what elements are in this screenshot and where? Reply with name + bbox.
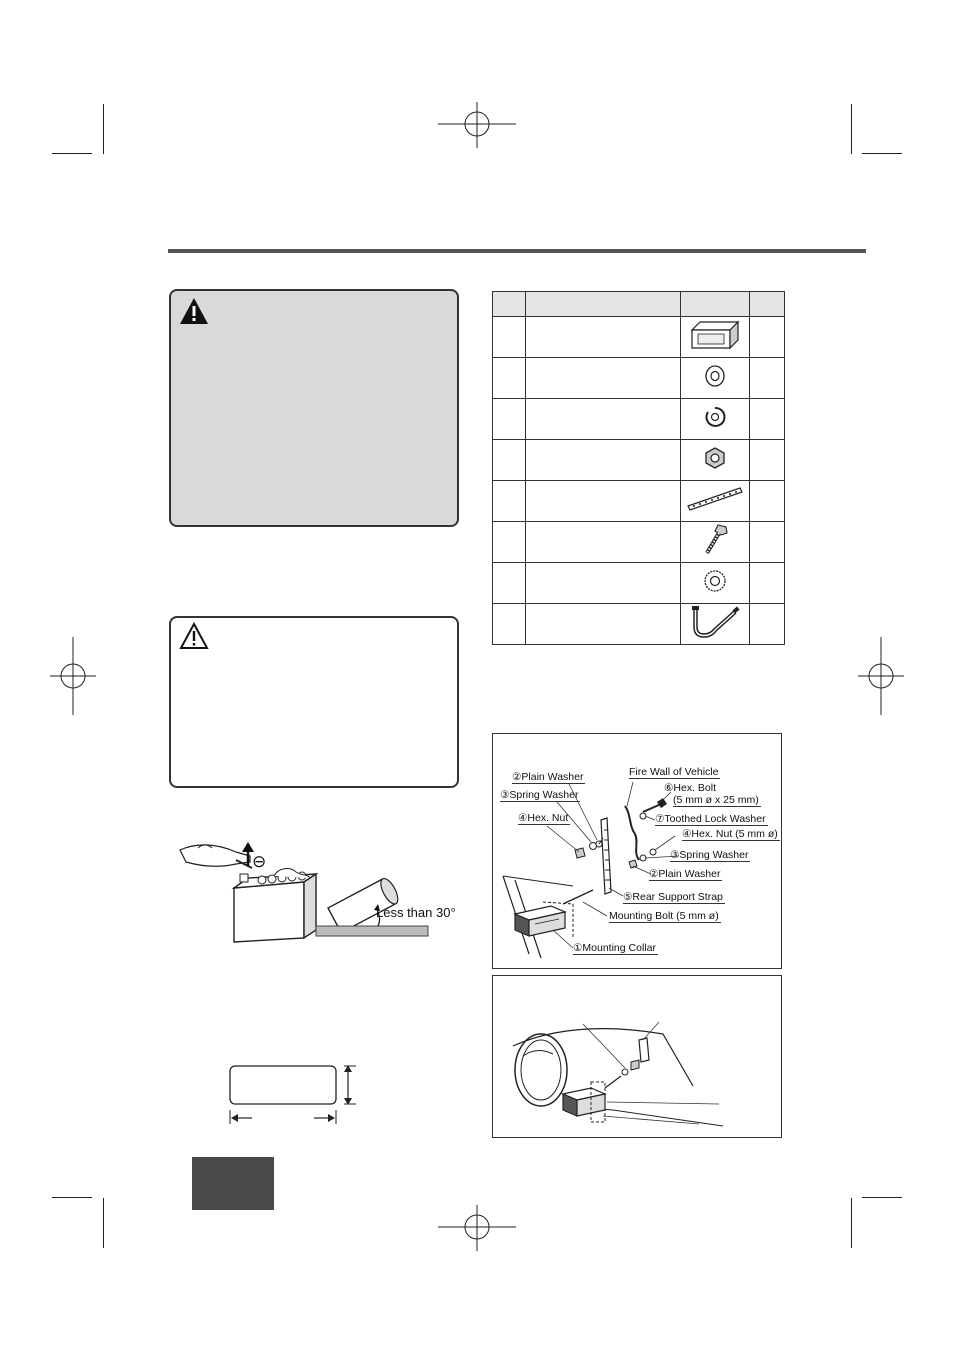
mounting-collar-icon [688, 318, 742, 352]
label-hex-bolt-size: (5 mm ø x 25 mm) [673, 794, 759, 806]
power-connector-cable-icon [686, 605, 744, 639]
registration-mark-icon [858, 637, 904, 715]
table-row [493, 317, 785, 358]
crop-mark [862, 153, 902, 154]
registration-mark-icon [50, 637, 96, 715]
crop-mark [851, 1198, 852, 1248]
label-plain-washer: ②Plain Washer [512, 771, 584, 783]
battery-disconnect-figure [178, 838, 438, 948]
mounting-opening-figure [226, 1062, 358, 1126]
label-fire-wall: Fire Wall of Vehicle [629, 766, 719, 778]
table-row [493, 440, 785, 481]
angle-label: Less than 30° [376, 905, 456, 920]
header-illustration [681, 292, 750, 317]
plain-washer-icon [703, 364, 727, 388]
table-row [493, 481, 785, 522]
header-qty [750, 292, 785, 317]
registration-mark-icon [438, 102, 516, 148]
header-no [493, 292, 526, 317]
page-number-tab [192, 1157, 274, 1210]
installation-diagram [492, 733, 782, 969]
caution-box [169, 616, 459, 788]
dashboard-installation-diagram [492, 975, 782, 1138]
rear-support-strap-icon [686, 484, 744, 514]
label-hex-nut: ④Hex. Nut [518, 812, 569, 824]
table-row [493, 604, 785, 645]
label-hex-nut-5mm: ④Hex. Nut (5 mm ø) [682, 828, 778, 840]
minus-symbol: ⊖ [252, 852, 267, 871]
hex-nut-icon [703, 446, 727, 470]
crop-mark [851, 104, 852, 154]
label-mounting-bolt: Mounting Bolt (5 mm ø) [609, 910, 719, 922]
header-part-name [526, 292, 681, 317]
warning-box [169, 289, 459, 527]
caution-icon [179, 622, 209, 650]
hex-bolt-icon [700, 523, 730, 557]
table-row [493, 563, 785, 604]
registration-mark-icon [438, 1205, 516, 1251]
spring-washer-icon [703, 405, 727, 429]
label-hex-bolt: ⑥Hex. Bolt [664, 782, 717, 794]
table-row [493, 399, 785, 440]
label-rear-support-strap: ⑤Rear Support Strap [623, 891, 723, 903]
label-plain-washer-2: ②Plain Washer [649, 868, 721, 880]
crop-mark [52, 153, 92, 154]
dashboard-drawing [493, 976, 781, 1137]
crop-mark [103, 104, 104, 154]
label-mounting-collar: ①Mounting Collar [573, 942, 656, 954]
table-row [493, 522, 785, 563]
label-toothed-lock-washer: ⑦Toothed Lock Washer [655, 813, 766, 825]
toothed-lock-washer-icon [702, 568, 728, 594]
label-spring-washer-2: ③Spring Washer [670, 849, 749, 861]
table-row [493, 358, 785, 399]
parts-table-header [493, 292, 785, 317]
warning-icon [179, 297, 209, 325]
crop-mark [862, 1197, 902, 1198]
header-rule [168, 249, 866, 253]
crop-mark [103, 1198, 104, 1248]
crop-mark [52, 1197, 92, 1198]
label-spring-washer: ③Spring Washer [500, 789, 579, 801]
parts-table [492, 291, 785, 645]
